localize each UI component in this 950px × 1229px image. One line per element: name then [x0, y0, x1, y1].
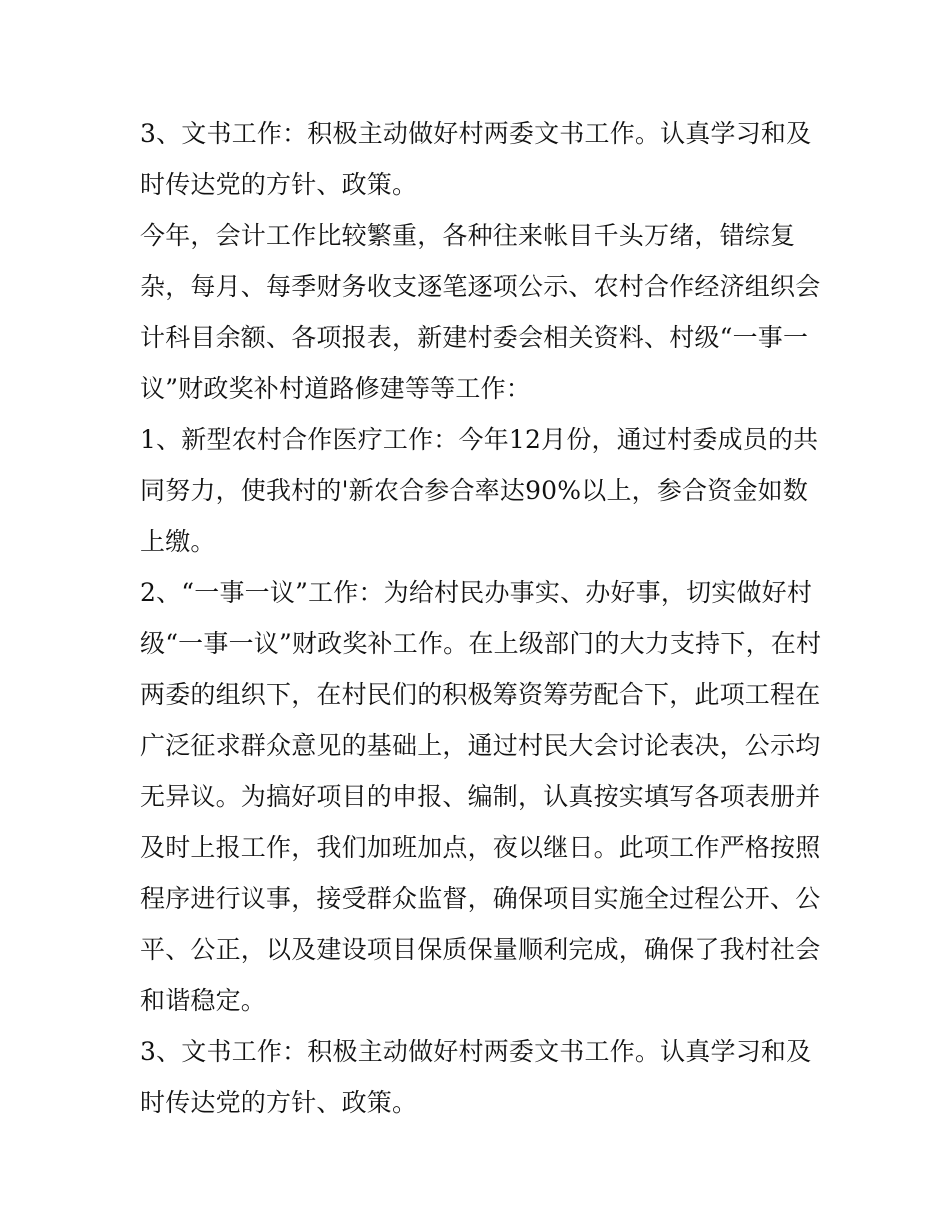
text-line: 同努力，使我村的'新农合参合率达90%以上，参合资金如数 — [140, 476, 809, 505]
text-line: 和谐稳定。 — [140, 986, 267, 1015]
paragraph-clerical-work-bottom — [140, 1026, 816, 1128]
text-line: 及时上报工作，我们加班加点，夜以继日。此项工作严格按照 — [140, 833, 821, 862]
text-line: 议”财政奖补村道路修建等等工作： — [140, 374, 531, 403]
text-line: 3、文书工作：积极主动做好村两委文书工作。认真学习和及 — [140, 119, 812, 148]
text-line: 广泛征求群众意见的基础上，通过村民大会讨论表决，公示均 — [140, 731, 821, 760]
text-line: 无异议。为搞好项目的申报、编制，认真按实填写各项表册并 — [140, 782, 821, 811]
paragraph-one-matter-one-discussion — [140, 567, 822, 1026]
text-line: 计科目余额、各项报表，新建村委会相关资料、村级“一事一 — [140, 323, 809, 352]
text-line: 级“一事一议”财政奖补工作。在上级部门的大力支持下，在村 — [140, 629, 822, 658]
text-line: 2、“一事一议”工作：为给村民办事实、办好事，切实做好村 — [140, 578, 813, 607]
text-line: 程序进行议事，接受群众监督，确保项目实施全过程公开、公 — [140, 884, 821, 913]
paragraph-medical-cooperative — [140, 414, 819, 567]
text-line: 1、新型农村合作医疗工作：今年12月份，通过村委成员的共 — [140, 425, 819, 454]
text-line: 时传达党的方针、政策。 — [140, 1088, 418, 1117]
text-line: 今年，会计工作比较繁重，各种往来帐目千头万绪，错综复 — [140, 221, 796, 250]
document-body — [140, 108, 822, 1128]
text-line: 平、公正，以及建设项目保质保量顺利完成，确保了我村社会 — [140, 935, 821, 964]
paragraph-clerical-work-top — [140, 108, 816, 210]
text-line: 3、文书工作：积极主动做好村两委文书工作。认真学习和及 — [140, 1037, 812, 1066]
text-line: 上缴。 — [140, 527, 216, 556]
paragraph-accounting-work — [140, 210, 821, 414]
text-line: 两委的组织下，在村民们的积极筹资筹劳配合下，此项工程在 — [140, 680, 821, 709]
text-line: 时传达党的方针、政策。 — [140, 170, 418, 199]
text-line: 杂，每月、每季财务收支逐笔逐项公示、农村合作经济组织会 — [140, 272, 821, 301]
